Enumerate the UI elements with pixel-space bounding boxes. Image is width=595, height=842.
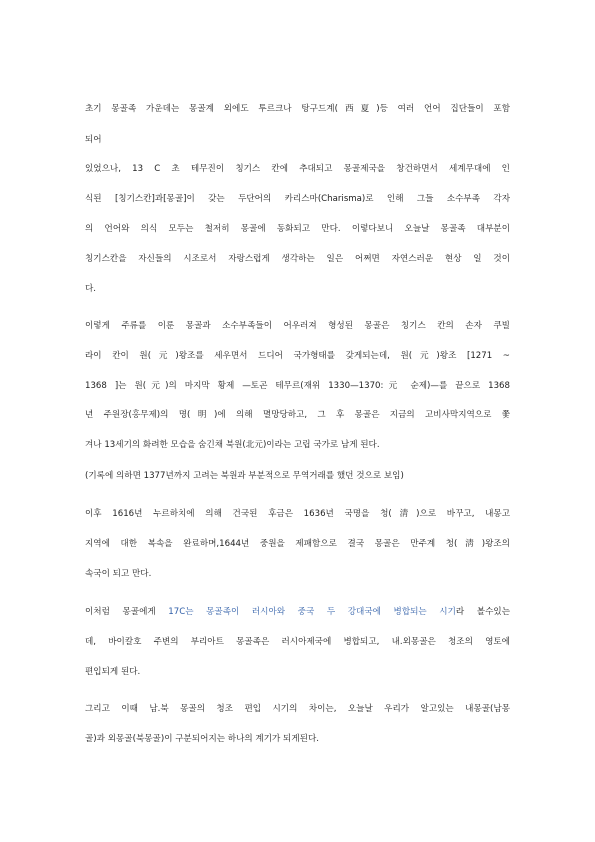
paragraph-2-line-2: 라이 칸이 원(元)왕조를 세우면서 드디어 국가형태를 갖게되는데, 원(元)왕조 [1271 ~ xyxy=(85,351,510,361)
paragraph-1-line-5: 의 언어와 의식 모두는 철저히 몽골에 동화되고 만다. 이렇다보니 오늘날 몽골족 대부분이 xyxy=(85,224,510,234)
paragraph-1-line-1: 초기 몽골족 가운데는 몽골계 외에도 투르크나 탕구드계(西夏)등 여러 언어 집단들이 포함 xyxy=(85,104,510,114)
paragraph-1-line-6: 칭기스칸을 자신들의 시조로서 자랑스럽게 생각하는 일은 어쩌면 자연스러운 현상 일 것이 xyxy=(85,254,510,264)
paragraph-2-line-1: 이렇게 주류를 이룬 몽골과 소수부족들이 어우러져 형성된 몽골은 칭기스 칸의 손자 쿠빌 xyxy=(85,321,510,331)
paragraph-5-line-1: 그리고 이때 남.북 몽골의 청조 편입 시기의 차이는, 오늘날 우리가 알고있는 내몽골(남몽 xyxy=(85,704,510,714)
paragraph-1-line-3: 있었으나, 13 C 초 테무진이 칭기스 칸에 추대되고 몽골제국을 창건하면서 세계무대에 인 xyxy=(85,164,510,174)
paragraph-4-line-2: 데, 바이칼호 주변의 부리아트 몽골족은 러시아제국에 병합되고, 내.외몽골은 청조의 영토에 xyxy=(85,637,510,647)
paragraph-4-line-3: 편입되게 된다. xyxy=(85,667,141,677)
note-line: (기록에 의하면 1377년까지 고려는 북원과 부분적으로 무역거래를 했던 것으로 보임) xyxy=(85,471,404,481)
paragraph-2-line-5: 겨나 13세기의 화려한 모습을 숨긴채 북원(北元)이라는 고립 국가로 남게 된다. xyxy=(85,440,380,450)
highlighted-phrase: 17C는 몽골족이 러시아와 중국 두 강대국에 병합되는 시기 xyxy=(168,607,456,617)
paragraph-4-lead: 이처럼 몽골에게 xyxy=(85,607,169,617)
paragraph-4-tail: 라 볼수있는 xyxy=(455,607,510,617)
paragraph-5-line-2: 골)과 외몽골(북몽골)이 구분되어지는 하나의 계기가 되게된다. xyxy=(85,734,319,744)
paragraph-3-line-1: 이후 1616년 누르하치에 의해 건국된 후금은 1636년 국명을 청(淸)으로 바꾸고, 내몽고 xyxy=(85,509,510,519)
paragraph-1-line-4: 식된 [칭기스칸]과[몽골]이 갖는 두단어의 카리스마(Charisma)로 인해 그들 소수부족 각자 xyxy=(85,194,510,204)
paragraph-2-line-4: 년 주원장(홍무제)의 명(明)에 의해 멸망당하고, 그 후 몽골은 지금의 고비사막지역으로 쫓 xyxy=(85,410,510,420)
paragraph-2-line-3: 1368 ]는 원(元)의 마지막 황제 —토곤 테무르(재위 1330—1370:元 순제)—를 끝으로 1368 xyxy=(85,381,510,391)
paragraph-1-line-7: 다. xyxy=(85,284,97,294)
paragraph-3-line-2: 지역에 대한 복속을 완료하며,1644년 중원을 제패함으로 결국 몽골은 만주계 청(淸)왕조의 xyxy=(85,539,510,549)
paragraph-1-line-2: 되어 xyxy=(85,135,102,145)
paragraph-3-line-3: 속국이 되고 만다. xyxy=(85,569,152,579)
paragraph-4-line-1 xyxy=(85,606,510,618)
